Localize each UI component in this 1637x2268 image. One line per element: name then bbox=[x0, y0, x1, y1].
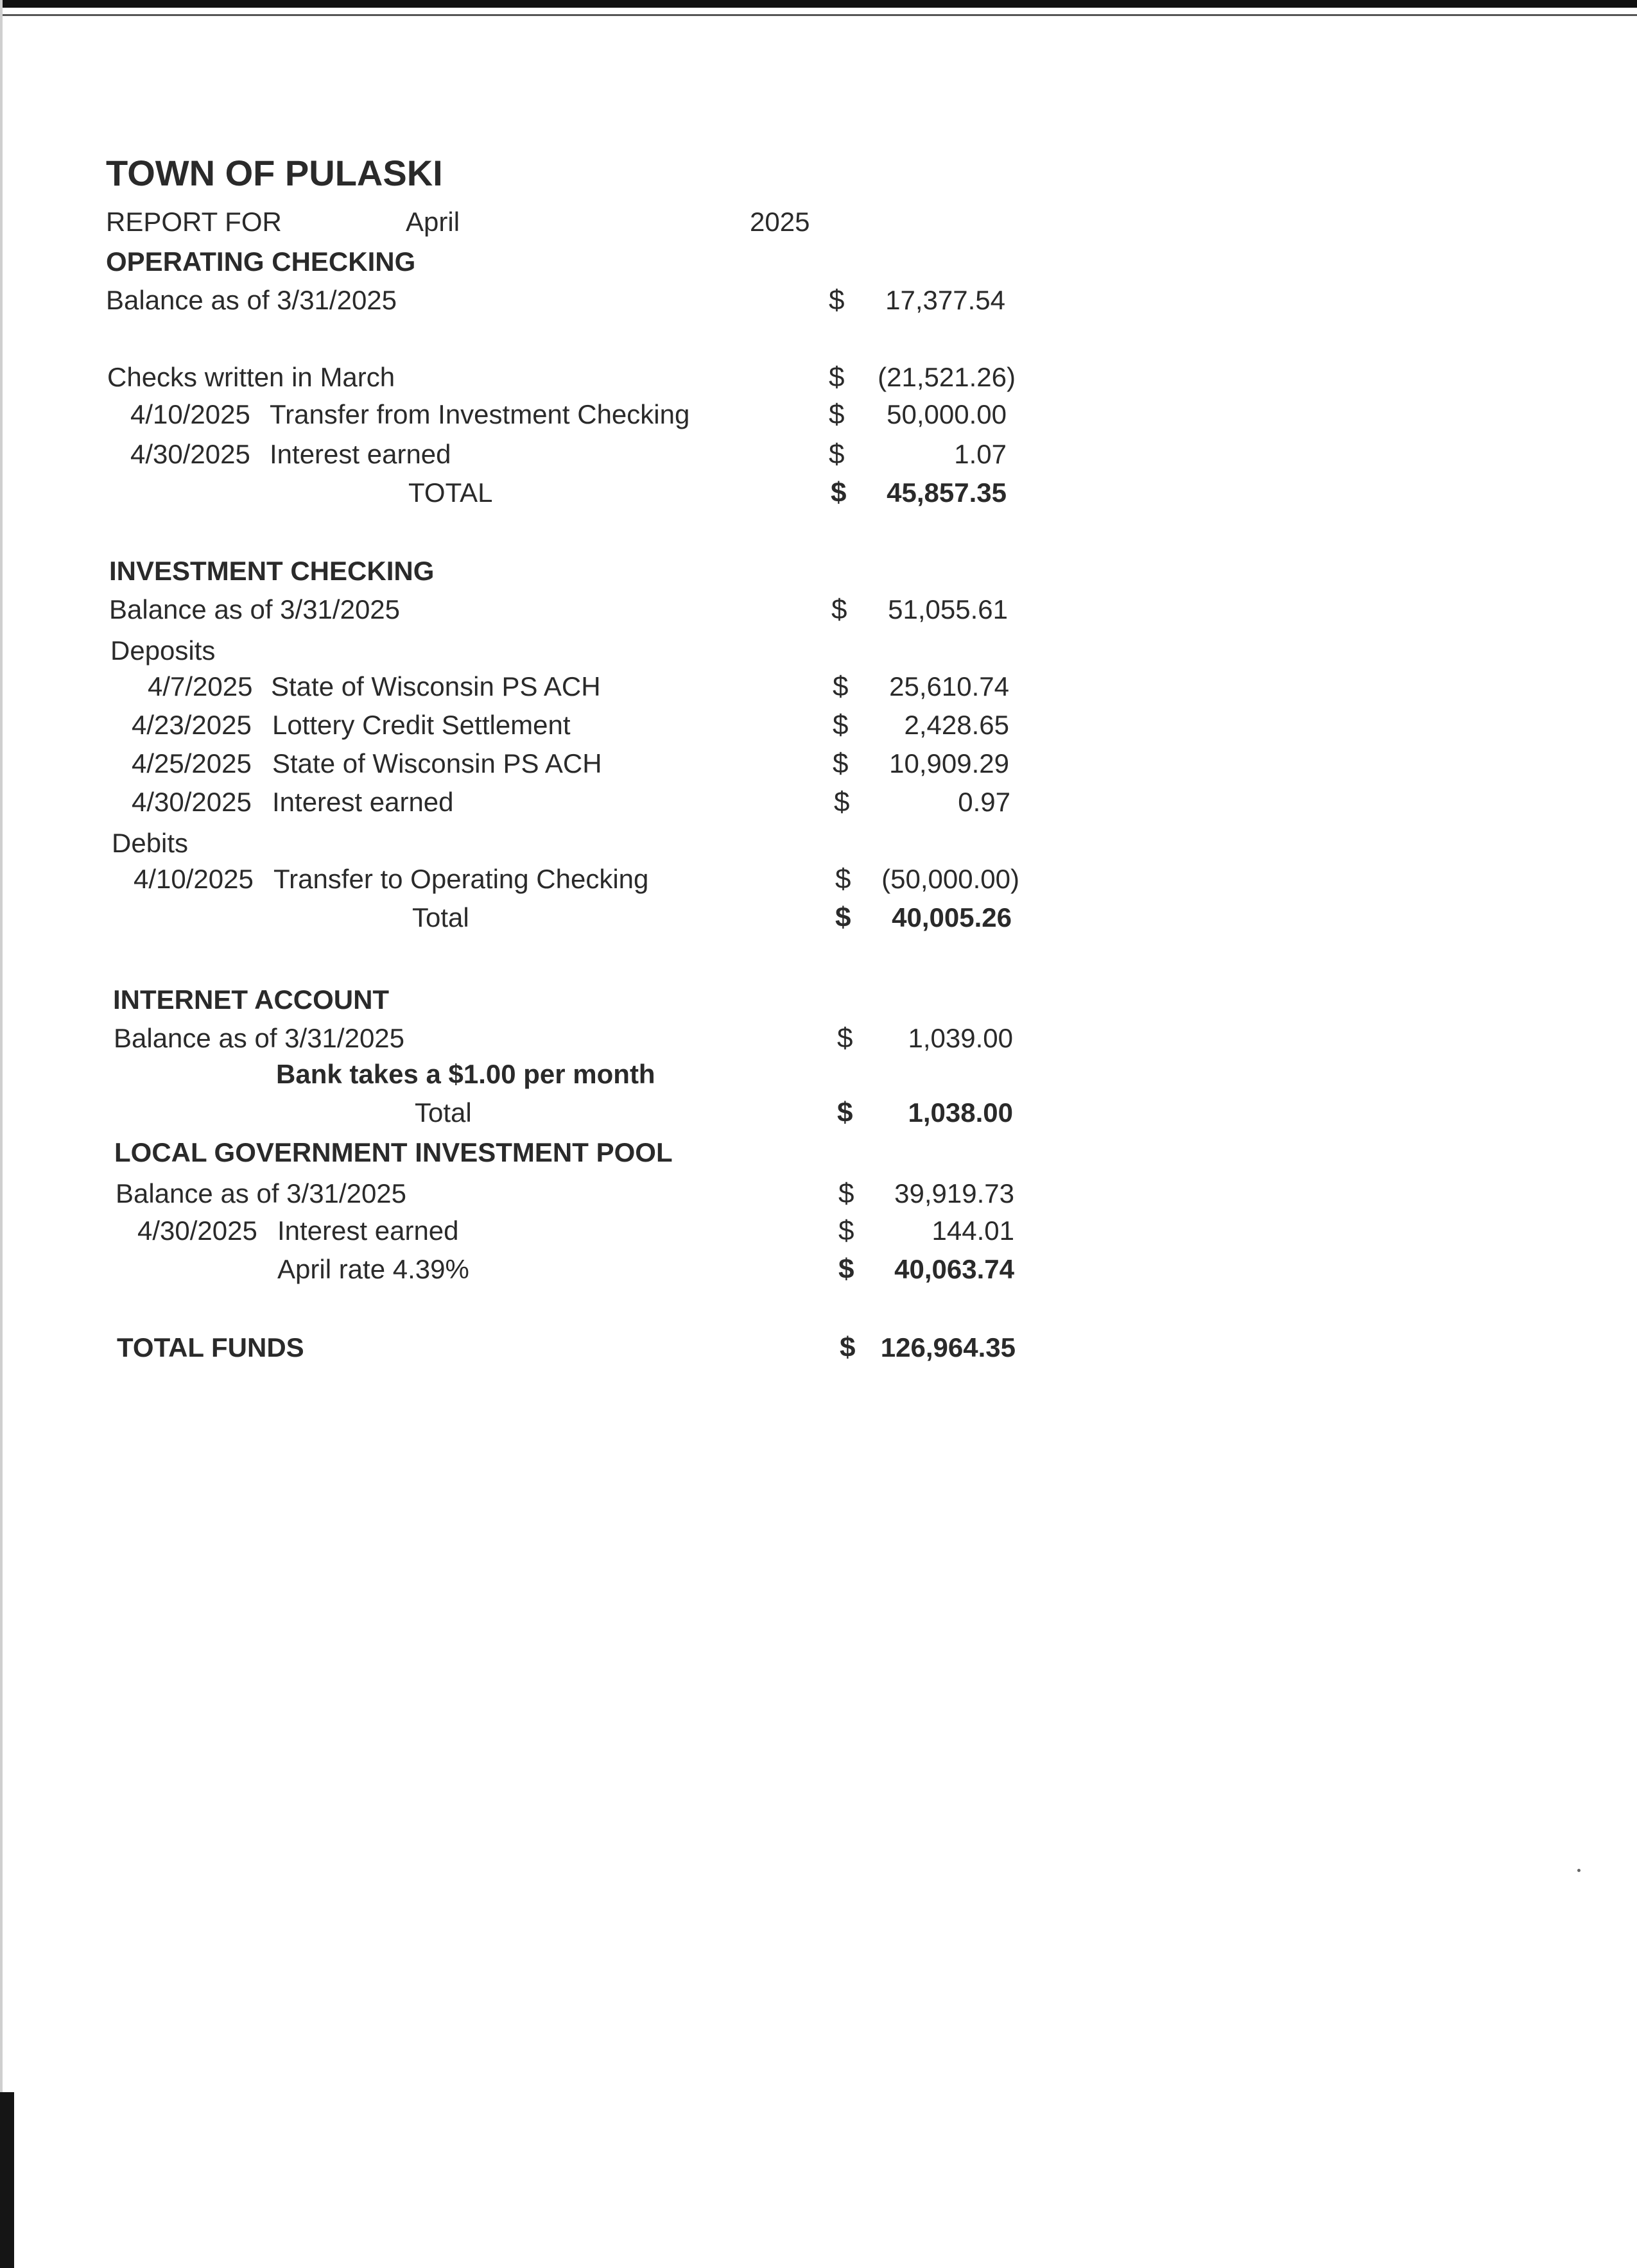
dollar-sign: $ bbox=[833, 671, 849, 702]
operating-balance-label: Balance as of 3/31/2025 bbox=[106, 285, 397, 315]
report-for-label: REPORT FOR bbox=[106, 207, 282, 237]
investment-balance-row bbox=[0, 590, 1637, 629]
total-funds-amount: 126,964.35 bbox=[880, 1332, 1016, 1362]
entry-date: 4/23/2025 bbox=[132, 710, 252, 740]
entry-amount: 25,610.74 bbox=[889, 671, 1009, 701]
internet-fee-note: Bank takes a $1.00 per month bbox=[276, 1059, 655, 1089]
lgip-rate-label: April rate 4.39% bbox=[277, 1254, 469, 1284]
report-title: TOWN OF PULASKI bbox=[106, 153, 443, 193]
entry-date: 4/7/2025 bbox=[148, 671, 253, 701]
entry-description: State of Wisconsin PS ACH bbox=[272, 748, 602, 778]
investment-heading-row bbox=[0, 552, 1637, 590]
lgip-heading-row bbox=[0, 1133, 1637, 1172]
report-title-row bbox=[0, 154, 1637, 193]
dollar-sign: $ bbox=[838, 1215, 854, 1246]
lgip-total-row bbox=[0, 1250, 1637, 1289]
entry-description: Lottery Credit Settlement bbox=[272, 710, 571, 740]
operating-heading-row bbox=[0, 243, 1637, 281]
dollar-sign: $ bbox=[840, 1332, 856, 1363]
dollar-sign: $ bbox=[838, 1178, 854, 1209]
entry-date: 4/10/2025 bbox=[134, 864, 254, 894]
operating-checks-row bbox=[0, 358, 1637, 397]
internet-balance-amount: 1,039.00 bbox=[908, 1023, 1013, 1053]
internet-heading-row bbox=[0, 981, 1637, 1019]
internet-total-amount: 1,038.00 bbox=[908, 1097, 1013, 1128]
scan-border-top bbox=[0, 0, 1637, 8]
investment-total-row bbox=[0, 898, 1637, 937]
investment-balance-amount: 51,055.61 bbox=[888, 594, 1008, 624]
entry-amount: 10,909.29 bbox=[889, 748, 1009, 778]
operating-checks-amount: (21,521.26) bbox=[878, 362, 1016, 392]
debits-label-row bbox=[0, 824, 1637, 863]
report-year: 2025 bbox=[750, 207, 810, 237]
investment-total-label: Total bbox=[412, 902, 469, 932]
entry-description: Transfer to Operating Checking bbox=[273, 864, 649, 894]
entry-description: Interest earned bbox=[270, 439, 451, 469]
dollar-sign: $ bbox=[835, 902, 851, 933]
operating-heading: OPERATING CHECKING bbox=[106, 246, 416, 277]
dollar-sign: $ bbox=[837, 1022, 853, 1054]
report-for-row bbox=[0, 203, 1637, 241]
internet-note-row bbox=[0, 1055, 1637, 1094]
investment-total-amount: 40,005.26 bbox=[892, 902, 1012, 932]
entry-date: 4/10/2025 bbox=[130, 399, 250, 429]
deposit-row bbox=[0, 783, 1637, 821]
total-funds-row bbox=[0, 1328, 1637, 1367]
internet-total-row bbox=[0, 1094, 1637, 1132]
lgip-balance-label: Balance as of 3/31/2025 bbox=[116, 1178, 407, 1208]
entry-amount: 2,428.65 bbox=[904, 710, 1009, 740]
scan-border-line bbox=[0, 14, 1637, 16]
total-funds-label: TOTAL FUNDS bbox=[117, 1332, 304, 1362]
operating-total-row bbox=[0, 474, 1637, 512]
report-month: April bbox=[406, 207, 460, 237]
entry-amount: 0.97 bbox=[958, 787, 1010, 817]
dollar-sign: $ bbox=[831, 477, 847, 508]
entry-date: 4/30/2025 bbox=[130, 439, 250, 469]
operating-balance-row bbox=[0, 281, 1637, 320]
debit-row bbox=[0, 860, 1637, 898]
deposit-row bbox=[0, 706, 1637, 744]
investment-heading: INVESTMENT CHECKING bbox=[109, 556, 435, 586]
dollar-sign: $ bbox=[833, 748, 849, 779]
operating-total-label: TOTAL bbox=[408, 477, 493, 508]
dollar-sign: $ bbox=[831, 594, 847, 625]
internet-heading: INTERNET ACCOUNT bbox=[113, 984, 390, 1015]
entry-description: State of Wisconsin PS ACH bbox=[271, 671, 601, 701]
operating-entry-row bbox=[0, 395, 1637, 434]
dollar-sign: $ bbox=[829, 438, 845, 470]
deposit-row bbox=[0, 667, 1637, 706]
entry-amount: (50,000.00) bbox=[881, 864, 1019, 894]
investment-balance-label: Balance as of 3/31/2025 bbox=[109, 594, 401, 624]
internet-balance-row bbox=[0, 1019, 1637, 1058]
internet-total-label: Total bbox=[415, 1097, 472, 1128]
entry-description: Interest earned bbox=[277, 1216, 459, 1246]
entry-description: Transfer from Investment Checking bbox=[270, 399, 690, 429]
entry-date: 4/25/2025 bbox=[132, 748, 252, 778]
deposits-label-row bbox=[0, 631, 1637, 670]
entry-date: 4/30/2025 bbox=[137, 1216, 257, 1246]
dollar-sign: $ bbox=[829, 284, 845, 316]
debits-label: Debits bbox=[112, 828, 189, 858]
scan-border-bottom-left bbox=[0, 2092, 14, 2268]
dollar-sign: $ bbox=[838, 1253, 854, 1285]
lgip-balance-amount: 39,919.73 bbox=[894, 1178, 1014, 1208]
operating-checks-label: Checks written in March bbox=[107, 362, 395, 392]
entry-date: 4/30/2025 bbox=[132, 787, 252, 817]
lgip-interest-row bbox=[0, 1212, 1637, 1250]
dollar-sign: $ bbox=[829, 399, 845, 430]
deposit-row bbox=[0, 744, 1637, 783]
entry-amount: 144.01 bbox=[931, 1216, 1014, 1246]
dollar-sign: $ bbox=[837, 1097, 853, 1128]
entry-amount: 1.07 bbox=[954, 439, 1007, 469]
dollar-sign: $ bbox=[829, 361, 845, 393]
deposits-label: Deposits bbox=[110, 635, 216, 666]
dollar-sign: $ bbox=[834, 786, 850, 818]
entry-description: Interest earned bbox=[272, 787, 454, 817]
lgip-balance-row bbox=[0, 1174, 1637, 1213]
operating-balance-amount: 17,377.54 bbox=[885, 285, 1005, 315]
scan-speck bbox=[1577, 1869, 1581, 1872]
internet-balance-label: Balance as of 3/31/2025 bbox=[114, 1023, 405, 1053]
lgip-heading: LOCAL GOVERNMENT INVESTMENT POOL bbox=[114, 1137, 673, 1167]
operating-total-amount: 45,857.35 bbox=[887, 477, 1007, 508]
lgip-total-amount: 40,063.74 bbox=[894, 1254, 1014, 1284]
operating-entry-row bbox=[0, 435, 1637, 474]
entry-amount: 50,000.00 bbox=[887, 399, 1007, 429]
dollar-sign: $ bbox=[835, 863, 851, 895]
dollar-sign: $ bbox=[833, 709, 849, 741]
